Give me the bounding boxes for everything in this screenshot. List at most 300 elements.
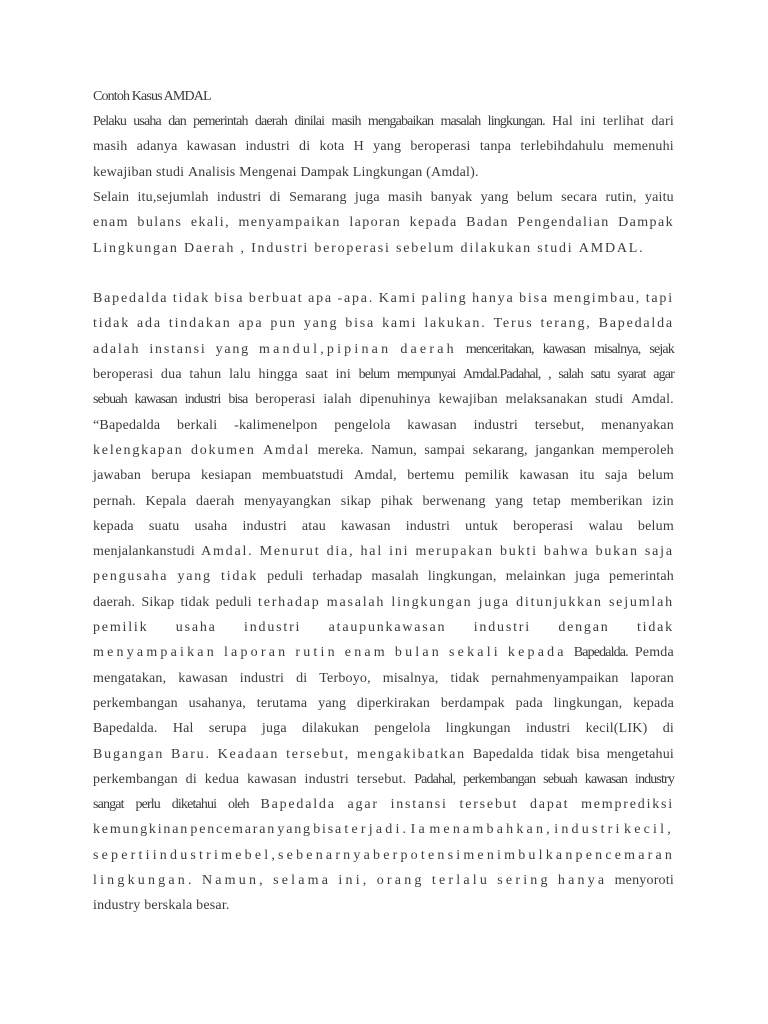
- text-word: lakukan.: [424, 316, 487, 332]
- text-word: usaha: [194, 518, 228, 534]
- text-word: belum: [637, 468, 674, 484]
- text-word: hanya: [557, 873, 608, 888]
- text-word: ,: [548, 367, 551, 382]
- text-word: Selain: [93, 189, 130, 205]
- text-word: beroperasi: [410, 139, 471, 155]
- text-word: Amdal.: [631, 392, 674, 408]
- text-word: berpotensi: [373, 847, 464, 863]
- text-word: Bapedalda: [598, 316, 674, 332]
- text-word: instansi: [390, 797, 448, 813]
- text-word: ini: [389, 544, 410, 560]
- text-word: mereka.: [317, 442, 364, 458]
- text-word: laporan: [630, 670, 674, 686]
- blank-line: [93, 264, 674, 284]
- text-word: dia,: [326, 544, 355, 560]
- text-word: tidak: [93, 316, 130, 332]
- text-word: dipenuhinya: [359, 392, 431, 408]
- text-word: agar: [653, 367, 674, 382]
- text-word: Ia: [410, 822, 428, 838]
- text-word: misalnya,: [594, 341, 641, 357]
- text-word: dan: [168, 114, 186, 129]
- text-word: pemerintah: [609, 569, 674, 585]
- text-line: [93, 239, 674, 259]
- text-word: AMDAL.: [578, 240, 645, 256]
- text-word: lalu: [229, 367, 251, 382]
- text-word: Kami: [378, 291, 418, 307]
- text-line: [93, 770, 674, 790]
- text-word: perkembangan: [93, 771, 178, 787]
- text-line: [93, 517, 674, 537]
- text-word: perkembangan: [93, 695, 178, 711]
- text-word: terlebihdahulu: [520, 139, 605, 155]
- text-word: berskala: [144, 898, 197, 914]
- text-word: Namun,: [371, 442, 418, 458]
- text-word: yang: [277, 822, 312, 838]
- text-word: kawasan: [134, 392, 177, 408]
- text-word: untuk: [465, 518, 499, 534]
- text-word: pemilik: [464, 468, 510, 484]
- text-line: [93, 112, 674, 132]
- text-word: Pelaku: [93, 114, 127, 129]
- text-word: ditunjukkan: [516, 594, 603, 610]
- text-word: -apa.: [337, 291, 375, 307]
- text-word: tidak: [172, 291, 210, 307]
- text-line: [93, 340, 674, 360]
- text-word: bulan: [394, 645, 443, 661]
- text-word: diketahui: [171, 797, 217, 813]
- text-word: H: [353, 139, 364, 155]
- text-word: sampai: [424, 442, 466, 458]
- text-word: daerah: [195, 493, 235, 509]
- text-word: pencemaran: [190, 822, 277, 838]
- text-line: [93, 567, 674, 587]
- text-word: Kepala: [145, 493, 187, 509]
- text-word: dokumen: [190, 442, 256, 458]
- text-word: yang: [373, 139, 402, 155]
- text-word: kesiapan: [201, 468, 252, 484]
- text-word: Amdal.: [201, 544, 254, 560]
- text-word: sebuah: [543, 771, 577, 787]
- text-word: sikap: [340, 493, 372, 509]
- text-word: pengelola: [334, 417, 391, 433]
- text-word: masalah: [440, 114, 481, 129]
- text-word: ada: [137, 316, 162, 332]
- text-word: Amdal,: [354, 468, 397, 484]
- text-word: tersebut: [459, 797, 519, 813]
- text-word: bisa: [345, 316, 376, 332]
- text-word: Badan: [466, 215, 509, 231]
- text-word: industry: [634, 771, 674, 787]
- text-line: [93, 846, 674, 866]
- text-word: Bapedalda.: [573, 645, 628, 661]
- title-text: Contoh Kasus AMDAL: [93, 89, 211, 104]
- text-word: menambahkan,: [429, 822, 553, 838]
- text-word: paling: [421, 291, 468, 307]
- text-word: atau: [301, 518, 326, 534]
- text-word: terlihat: [602, 114, 645, 129]
- text-word: satu: [590, 367, 610, 382]
- text-word: oleh: [227, 797, 249, 813]
- text-word: dilakukan: [302, 721, 360, 737]
- text-word: memenuhi: [613, 139, 674, 155]
- text-word: memprediksi: [581, 797, 674, 813]
- text-word: sering: [497, 873, 551, 888]
- text-word: tersebut,: [286, 746, 351, 762]
- text-word: Bapedalda.: [93, 721, 158, 737]
- text-line: [93, 820, 674, 840]
- text-word: masalah: [371, 569, 419, 585]
- text-word: Amdal: [263, 442, 311, 458]
- text-line: [93, 618, 674, 638]
- text-word: beroperasi: [513, 518, 574, 534]
- text-word: laporan: [223, 645, 289, 661]
- text-word: berbuat: [248, 291, 304, 307]
- text-word: enam: [93, 215, 129, 231]
- text-word: jawaban: [93, 468, 142, 484]
- text-word: yang: [480, 189, 509, 205]
- text-word: adalah: [93, 341, 141, 357]
- text-word: salah: [558, 367, 583, 382]
- text-word: kawasan: [407, 417, 457, 433]
- text-word: lingkungan: [391, 594, 473, 610]
- text-word: pada: [515, 695, 543, 711]
- text-word: Bapedalda: [93, 291, 169, 307]
- text-word: industri: [242, 518, 287, 534]
- text-word: bisa: [519, 291, 549, 307]
- text-word: menanyakan: [601, 417, 674, 433]
- text-word: beroperasi: [255, 392, 316, 408]
- text-word: hanya: [472, 291, 515, 307]
- text-line: [93, 745, 674, 765]
- text-line: [93, 416, 674, 436]
- text-word: kawasan: [341, 518, 391, 534]
- text-word: itu,sejumlah: [137, 189, 209, 205]
- text-word: juga: [574, 569, 600, 585]
- text-word: usaha: [175, 620, 217, 635]
- text-word: agar: [347, 797, 379, 813]
- text-word: kelengkapan: [93, 442, 184, 458]
- text-word: sebuah: [93, 392, 127, 408]
- text-word: Semarang: [289, 189, 347, 205]
- text-word: industri: [239, 670, 285, 686]
- text-word: ini,: [338, 873, 370, 888]
- text-word: pemilik: [93, 620, 149, 635]
- text-word: industri: [473, 417, 519, 433]
- text-word: tindakan: [168, 316, 232, 332]
- text-word: kecil(LIK): [585, 721, 648, 737]
- text-line: [93, 390, 674, 410]
- text-word: usaha: [133, 114, 161, 129]
- text-word: peduli: [215, 594, 252, 610]
- text-word: misalnya,: [382, 670, 439, 686]
- text-word: industri: [216, 189, 262, 205]
- text-word: Hal: [552, 114, 573, 129]
- text-word: menimbulkan: [463, 847, 576, 863]
- text-word: sebelum: [395, 240, 461, 256]
- text-word: yang: [318, 695, 347, 711]
- text-word: dari: [651, 114, 674, 129]
- text-word: tidak: [450, 670, 480, 686]
- text-word: kecil,: [624, 822, 674, 838]
- text-word: menjalankanstudi: [93, 544, 195, 560]
- text-word: belum: [637, 518, 674, 534]
- text-word: instansi: [149, 341, 207, 357]
- text-word: saat: [305, 367, 328, 382]
- text-word: peduli: [267, 569, 304, 585]
- text-word: menyayangkan: [244, 493, 332, 509]
- text-line: [93, 669, 674, 689]
- text-word: apa: [308, 291, 333, 307]
- text-word: lingkungan.: [487, 114, 545, 129]
- text-word: pemerintah: [193, 114, 248, 129]
- text-word: (Amdal).: [426, 164, 479, 180]
- text-word: seperti: [93, 847, 153, 863]
- text-word: menyoroti: [614, 873, 674, 888]
- text-word: Lingkungan: [352, 164, 427, 180]
- text-word: tahun: [189, 367, 222, 382]
- text-word: perkembangan: [463, 771, 536, 787]
- document-title: [93, 87, 674, 107]
- text-word: juga: [261, 721, 287, 737]
- text-word: serupa: [208, 721, 247, 737]
- text-line: [93, 289, 674, 309]
- text-word: kedua: [204, 771, 240, 787]
- text-word: industry: [93, 898, 145, 914]
- text-word: bertemu: [407, 468, 455, 484]
- text-word: belum: [358, 367, 390, 382]
- text-line: [93, 719, 674, 739]
- text-word: Daerah: [183, 240, 241, 256]
- text-word: lingkungan.: [93, 873, 195, 888]
- text-word: ini: [335, 367, 351, 382]
- text-word: -kalimenelpon: [234, 417, 318, 433]
- text-word: bukti: [499, 544, 538, 560]
- text-word: kawasan: [519, 468, 569, 484]
- text-word: terlalu: [431, 873, 491, 888]
- text-word: lingkungan,: [553, 695, 623, 711]
- text-word: mengatakan,: [93, 670, 167, 686]
- text-word: kami: [382, 316, 418, 332]
- text-word: belum: [516, 189, 553, 205]
- text-word: kawasan: [186, 139, 237, 155]
- text-word: tidak: [180, 594, 210, 610]
- text-word: bisa: [576, 746, 600, 762]
- text-word: dua: [160, 367, 182, 382]
- text-word: tidak: [221, 569, 258, 585]
- text-word: industri: [554, 822, 623, 838]
- text-word: di: [299, 139, 311, 155]
- text-word: Bapedalda: [472, 746, 534, 762]
- text-word: Lingkungan: [93, 240, 184, 256]
- text-word: kawasan: [178, 670, 228, 686]
- text-line: [93, 314, 674, 334]
- text-word: saja: [605, 468, 628, 484]
- text-word: sejumlah: [608, 594, 674, 610]
- text-word: studi: [537, 240, 579, 256]
- text-word: selama: [273, 873, 332, 888]
- text-word: kawasan: [584, 771, 628, 787]
- text-word: dengan: [558, 620, 610, 635]
- text-word: bulans: [137, 215, 183, 231]
- text-word: studi: [156, 164, 188, 180]
- text-word: kewajiban: [93, 164, 157, 180]
- text-word: mengimbau,: [553, 291, 642, 307]
- text-word: sebenarnya: [278, 847, 373, 863]
- text-word: tapi: [645, 291, 674, 307]
- text-line: [93, 213, 674, 233]
- text-word: rutin,: [605, 189, 637, 205]
- text-word: diperkirakan: [356, 695, 431, 711]
- text-word: industri: [304, 771, 349, 787]
- text-word: hingga: [258, 367, 298, 382]
- text-word: Terboyo,: [319, 670, 371, 686]
- text-word: itu: [579, 468, 595, 484]
- text-line: [93, 643, 674, 663]
- text-word: masih: [388, 189, 423, 205]
- text-word: terang,: [540, 316, 592, 332]
- text-word: tidak: [636, 620, 674, 635]
- text-word: mebel,: [221, 847, 279, 863]
- text-word: kawasan: [247, 771, 297, 787]
- text-word: walau: [588, 518, 623, 534]
- text-word: pernahmenyampaikan: [491, 670, 619, 686]
- text-word: memberikan: [570, 493, 643, 509]
- text-word: Baru.: [171, 746, 211, 762]
- text-word: melaksanakan: [505, 392, 588, 408]
- text-word: terjadi.: [344, 822, 410, 838]
- text-word: menyampaikan: [238, 215, 341, 231]
- text-word: pencemaran: [575, 847, 676, 863]
- text-word: daerah: [254, 114, 288, 129]
- text-word: kota: [319, 139, 345, 155]
- text-word: mengetahui: [606, 746, 674, 762]
- text-word: industri: [152, 847, 222, 863]
- text-line: [93, 694, 674, 714]
- text-line: [93, 365, 674, 385]
- text-word: tidak: [540, 746, 570, 762]
- text-word: Terus: [493, 316, 534, 332]
- text-word: masih: [331, 114, 361, 129]
- text-word: tersebut,: [534, 417, 585, 433]
- text-word: suatu: [148, 518, 180, 534]
- text-word: kepada: [633, 695, 674, 711]
- text-word: terhadap: [312, 569, 363, 585]
- text-word: industri: [525, 721, 571, 737]
- text-word: dinilai: [294, 114, 325, 129]
- text-word: syarat: [617, 367, 646, 382]
- text-word: Amdal.Padahal,: [463, 367, 541, 382]
- text-word: tersebut.: [356, 771, 407, 787]
- text-word: Hal: [172, 721, 194, 737]
- text-word: pun: [270, 316, 297, 332]
- text-word: terhadap: [258, 594, 321, 610]
- text-word: Pengendalian: [517, 215, 610, 231]
- text-word: enam: [344, 645, 388, 661]
- text-word: Bapedalda: [260, 797, 336, 813]
- text-word: masalah: [326, 594, 386, 610]
- text-word: adanya: [136, 139, 178, 155]
- text-word: pengelola: [374, 721, 431, 737]
- text-word: ini: [580, 114, 596, 129]
- text-word: ataupunkawasan: [328, 620, 447, 635]
- text-word: kepada: [93, 518, 134, 534]
- text-word: besar.: [196, 898, 230, 914]
- text-word: Dampak: [300, 164, 353, 180]
- text-word: terutama: [256, 695, 308, 711]
- text-word: saja: [644, 544, 674, 560]
- text-word: sekali: [449, 645, 501, 661]
- text-word: membuatstudi: [261, 468, 344, 484]
- text-word: tetap: [532, 493, 562, 509]
- text-line: [93, 466, 674, 486]
- text-word: Pemda: [634, 645, 674, 661]
- text-word: Namun,: [201, 873, 266, 888]
- text-word: Menurut: [259, 544, 321, 560]
- text-word: usahanya,: [188, 695, 246, 711]
- text-word: industri: [405, 518, 451, 534]
- text-word: mengabaikan: [367, 114, 434, 129]
- text-word: ialah: [323, 392, 352, 408]
- text-word: di: [662, 721, 674, 737]
- text-word: masih: [93, 139, 128, 155]
- text-word: kewajiban: [438, 392, 498, 408]
- text-line: [93, 871, 674, 891]
- text-line: [93, 188, 674, 208]
- text-word: mandul,pipinan: [259, 341, 392, 357]
- text-word: di: [269, 189, 281, 205]
- text-word: berdampak: [440, 695, 505, 711]
- text-word: bukan: [595, 544, 639, 560]
- text-word: berwenang: [422, 493, 486, 509]
- text-word: melainkan: [505, 569, 566, 585]
- text-word: Keadaan: [217, 746, 280, 762]
- text-word: sangat: [93, 797, 124, 813]
- text-word: lingkungan,: [427, 569, 497, 585]
- text-word: izin: [652, 493, 674, 509]
- text-word: beroperasi: [93, 367, 154, 382]
- text-word: pihak: [380, 493, 413, 509]
- text-word: yang: [303, 316, 339, 332]
- text-word: Analisis: [187, 164, 240, 180]
- text-word: industri: [473, 620, 531, 635]
- text-word: kawasan: [542, 341, 585, 357]
- text-word: dilakukan: [460, 240, 538, 256]
- text-word: berupa: [151, 468, 191, 484]
- text-word: kepada: [507, 645, 567, 661]
- text-word: bisa: [214, 291, 245, 307]
- text-word: mempunyai: [396, 367, 456, 382]
- text-word: Industri: [251, 240, 315, 256]
- text-word: daerah: [400, 341, 457, 357]
- text-line: [93, 441, 674, 461]
- text-line: [93, 795, 674, 815]
- text-word: sejak: [649, 341, 674, 357]
- text-word: Bugangan: [93, 746, 165, 762]
- text-word: Dampak: [618, 215, 674, 231]
- text-word: pengusaha: [93, 569, 169, 585]
- text-line: [93, 492, 674, 512]
- text-word: menyampaikan: [93, 645, 217, 661]
- text-word: Mengenai: [239, 164, 301, 180]
- text-word: di: [185, 771, 197, 787]
- text-line: [93, 896, 674, 916]
- text-word: kemungkinan: [93, 822, 190, 838]
- text-word: laporan: [349, 215, 402, 231]
- text-line: [93, 163, 674, 183]
- text-word: industri: [184, 392, 221, 408]
- text-word: secara: [561, 189, 598, 205]
- text-word: daerah.: [93, 594, 136, 610]
